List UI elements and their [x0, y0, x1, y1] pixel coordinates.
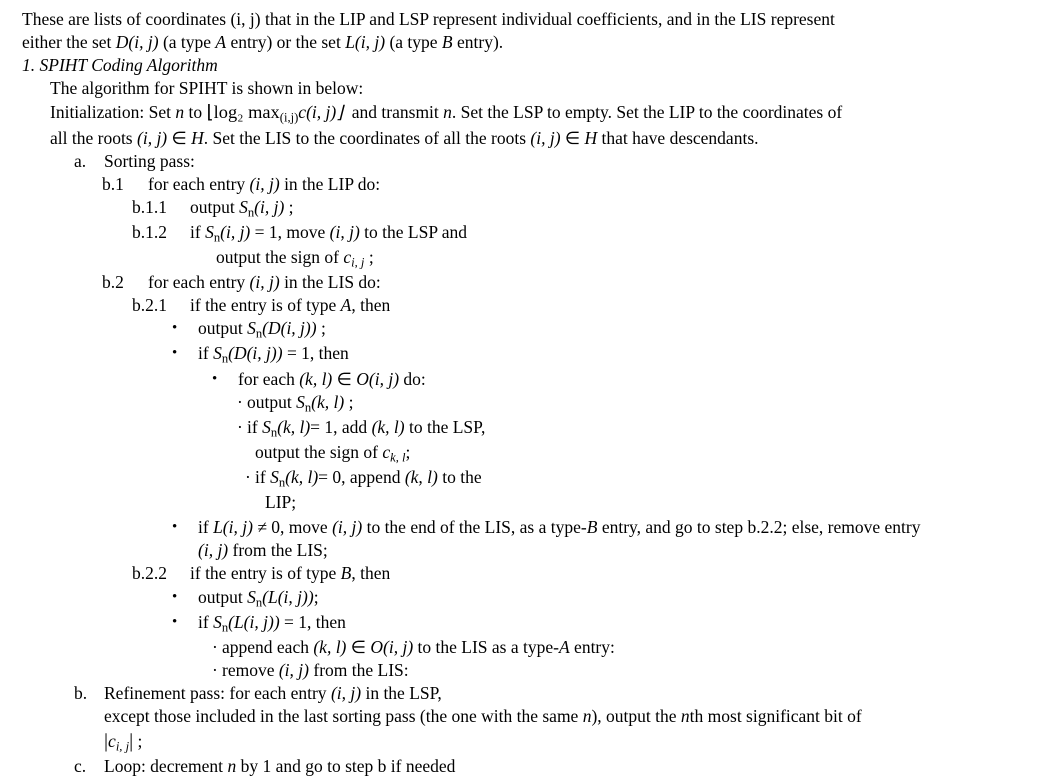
- b21-item-4-text: [198, 516, 1029, 562]
- b21-item-1: [172, 317, 1029, 342]
- step-c-text: Loop: decrement n by 1 and go to step b if needed: [104, 756, 456, 777]
- intro-line-2: either the set D(i, j) (a type A entry) or the set L(i, j) (a type B entry).: [22, 32, 504, 53]
- step-b22: [132, 562, 1029, 585]
- dot-marker-icon: ·: [237, 391, 243, 412]
- step-b-line1: Refinement pass: for each entry (i, j) in the LSP,: [104, 683, 442, 703]
- b21-sub-2: [237, 416, 1029, 466]
- bullet-icon: •: [172, 613, 178, 630]
- type-a: A: [215, 32, 227, 53]
- set-l: L(i, j): [345, 32, 386, 53]
- b22-item-2-text: if $S_n(L(i$, j)) = 1, then: [198, 611, 346, 635]
- step-b-text: [104, 682, 1029, 755]
- step-b22-label: b.2.2: [132, 563, 167, 584]
- b21-sub-3-line1: if $S_n(k$, l)= 0, append (k, l) to the: [255, 467, 482, 490]
- initialization-line-1: Initialization: Set n to ⌊log₂ $\max_{(i,j)}c(i$, j)⌋ and transmit n. Set the LSP to empty. Set the LIP to the coordinates of: [50, 102, 843, 125]
- step-c-label: c.: [74, 756, 87, 777]
- bullet-icon: •: [172, 588, 178, 605]
- step-b21-text: if the entry is of type A, then: [190, 295, 391, 316]
- type-b: B: [441, 32, 453, 53]
- b21-item-4-line1: if L(i, j) ≠ 0, move (i, j) to the end of the LIS, as a type-B entry, and go to step b.2.2; else, remove entry: [198, 517, 921, 538]
- section-number: 1.: [22, 55, 36, 76]
- step-b11-text: output $S_n(i$, j) ;: [190, 196, 294, 220]
- step-b12-line2: output the sign of $c_{i, j}$ ;: [216, 247, 374, 270]
- step-b-label: b.: [74, 683, 88, 703]
- bullet-icon: •: [212, 370, 218, 387]
- b22-item-1: [172, 586, 1029, 611]
- step-b1-label: b.1: [102, 173, 124, 194]
- step-b12-label: b.1.2: [132, 221, 167, 242]
- initialization-line-2: all the roots (i, j) ∈ H. Set the LIS to the coordinates of all the roots (i, j) ∈ H that have descendants.: [50, 127, 759, 148]
- step-b12-line1: if $S_n(i$, j) = 1, move (i, j) to the LSP and: [190, 221, 468, 245]
- b21-item-2: [172, 342, 1029, 367]
- b21-item-4-line2: (i, j) from the LIS;: [198, 540, 328, 561]
- algorithm-intro: The algorithm for SPIHT is shown in below:: [50, 78, 364, 99]
- step-a-text: Sorting pass:: [104, 150, 195, 171]
- b22-item-2: [172, 611, 1029, 636]
- b21-sub-2-line2: output the sign of $c_{k, l}$;: [255, 441, 411, 465]
- step-b22-text: if the entry is of type B, then: [190, 563, 391, 584]
- step-b12: [132, 221, 1029, 271]
- step-b11: [132, 196, 1029, 221]
- step-b2-text: for each entry (i, j) in the LIS do:: [148, 272, 381, 293]
- bullet-icon: •: [172, 519, 178, 536]
- step-b: [74, 682, 1029, 755]
- b22-sub-2: [212, 659, 1029, 682]
- b22-sub-1-text: append each (k, l) ∈ O(i, j) to the LIS as a type-A entry:: [222, 636, 615, 657]
- step-b2: [102, 271, 1029, 294]
- b21-sub-2-text: [247, 416, 1029, 466]
- b21-item-2-text: if $S_n(D(i$, j)) = 1, then: [198, 343, 349, 366]
- step-a: [74, 150, 1029, 173]
- step-b-line2: except those included in the last sorting pass (the one with the same n), output the nth most significant bit of: [104, 706, 862, 727]
- b22-sub-1: [212, 636, 1029, 659]
- init-formula: ⌊log₂ $\max_{(i,j)}c(i$, j)⌋: [206, 102, 344, 125]
- initialization-block: [50, 100, 1029, 149]
- b21-sub-3: [237, 466, 1029, 514]
- step-c: [74, 755, 1029, 778]
- bullet-icon: •: [172, 345, 178, 362]
- intro-paragraph: [22, 8, 1029, 54]
- dot-marker-icon: ·: [237, 416, 243, 437]
- section-heading: [22, 54, 1029, 77]
- set-d: D(i, j): [115, 32, 159, 53]
- dot-marker-icon: ·: [212, 636, 218, 657]
- b21-sub-3-line2: LIP;: [265, 492, 297, 513]
- bullet-icon: •: [172, 320, 178, 337]
- step-b1: [102, 173, 1029, 196]
- b21-item-3-text: for each (k, l) ∈ O(i, j) do:: [238, 368, 426, 389]
- b21-sub-1-text: output $S_n(k$, l) ;: [247, 391, 354, 415]
- step-b12-text: [190, 221, 1029, 271]
- b21-item-4: [172, 516, 1029, 562]
- step-b21-label: b.2.1: [132, 295, 167, 316]
- b22-sub-2-text: remove (i, j) from the LIS:: [222, 659, 409, 680]
- step-a-label: a.: [74, 150, 87, 171]
- b22-item-1-text: output $S_n(L(i$, j));: [198, 586, 319, 610]
- b21-sub-2-line1: if $S_n(k$, l)= 1, add (k, l) to the LSP,: [247, 416, 486, 440]
- intro-line-1: These are lists of coordinates (i, j) that in the LIP and LSP represent individual coefficients, and in the LIS represent: [22, 9, 835, 29]
- step-b-line3: $|c_{i, j}|$ ;: [104, 730, 143, 754]
- b21-item-1-text: output $S_n(D(i$, j)) ;: [198, 318, 326, 341]
- b21-item-3: [212, 368, 1029, 391]
- step-b2-label: b.2: [102, 272, 124, 293]
- dot-marker-icon: ·: [212, 659, 218, 680]
- step-b1-text: for each entry (i, j) in the LIP do:: [148, 173, 381, 194]
- dot-marker-icon: ·: [245, 467, 251, 488]
- b21-sub-1: [237, 391, 1029, 416]
- section-title: SPIHT Coding Algorithm: [39, 55, 218, 76]
- step-b11-label: b.1.1: [132, 196, 167, 217]
- step-b21: [132, 294, 1029, 317]
- b21-sub-3-text: [255, 466, 1029, 514]
